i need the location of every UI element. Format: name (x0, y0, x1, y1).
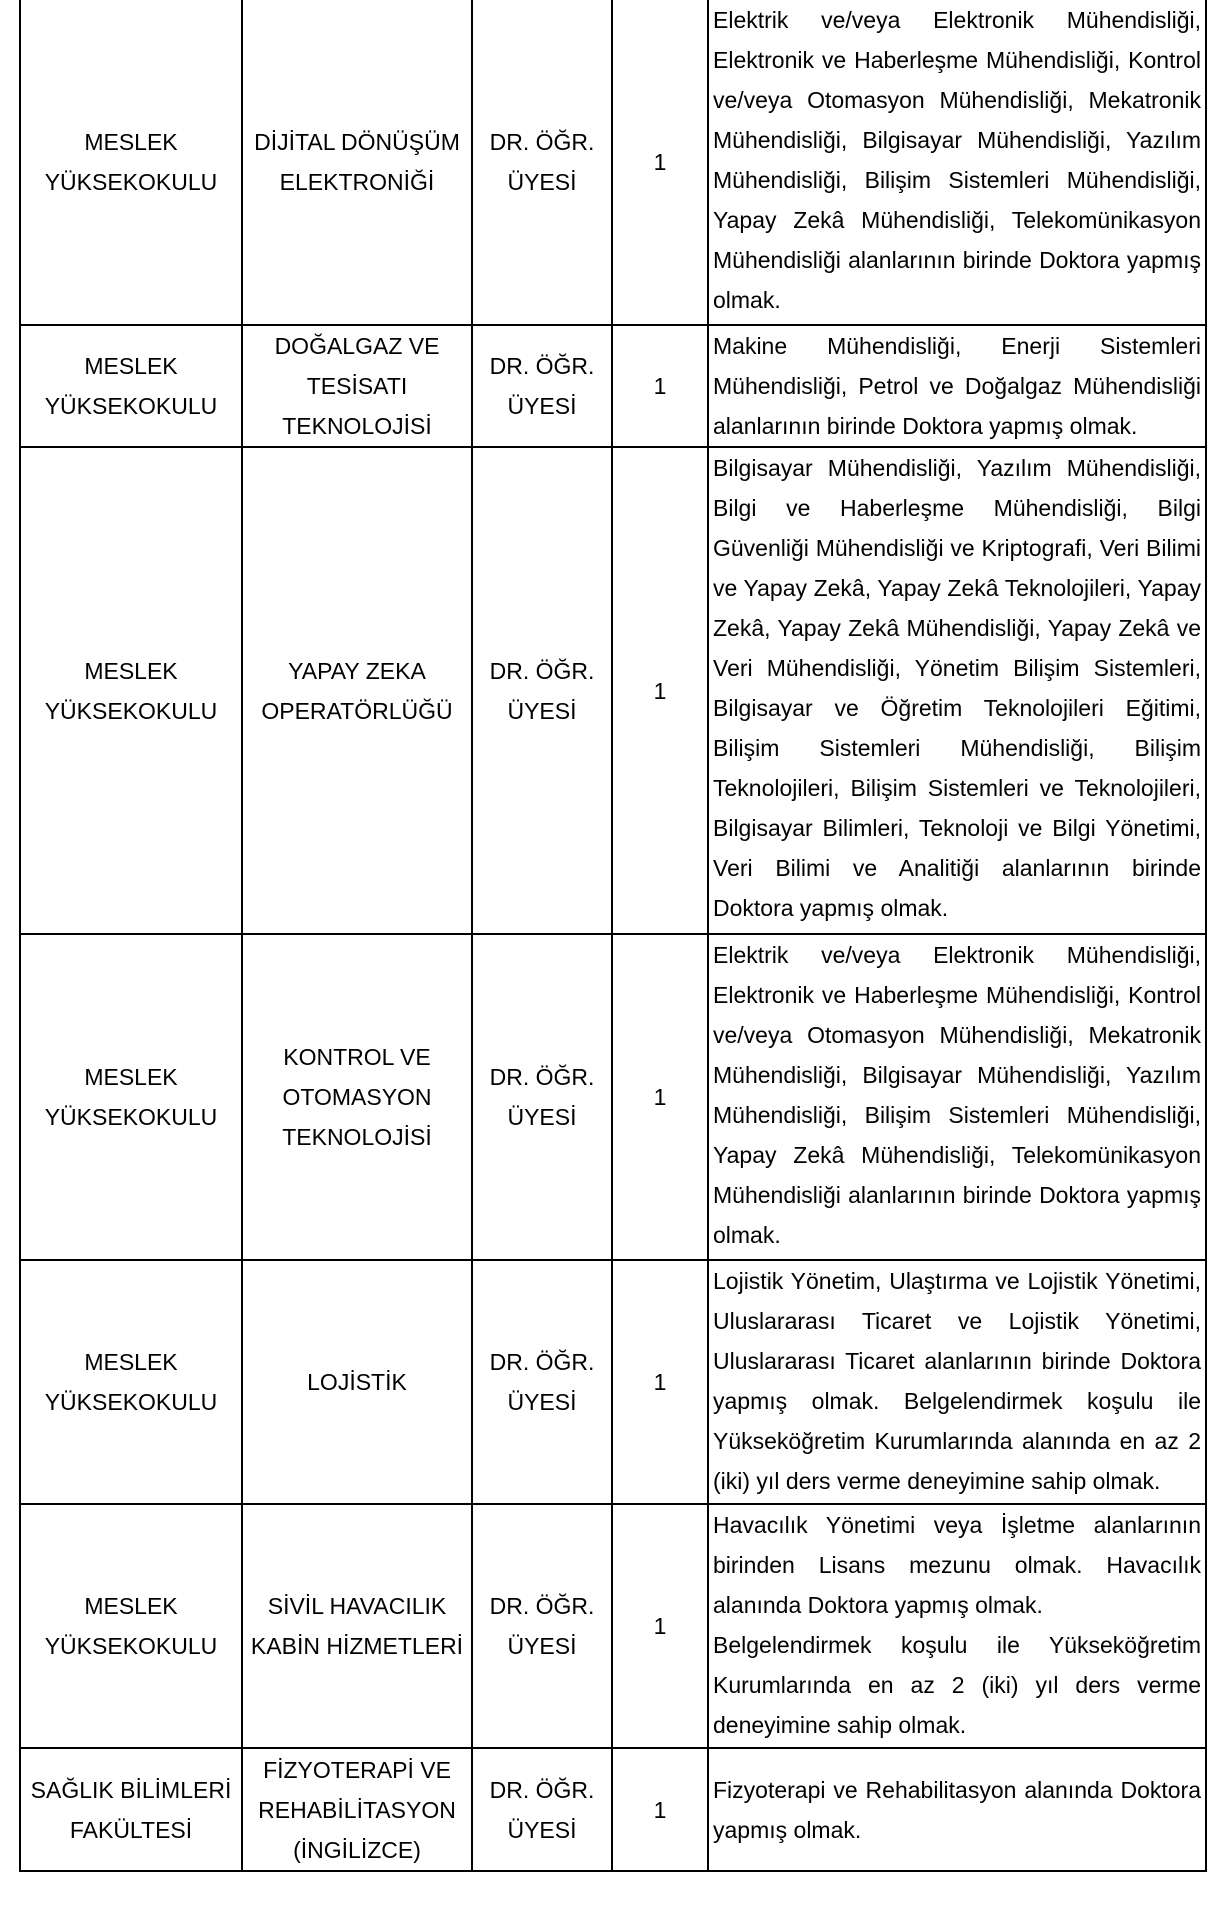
cell-unit: MESLEK YÜKSEKOKULU (20, 1260, 242, 1504)
cell-unit: MESLEK YÜKSEKOKULU (20, 0, 242, 325)
cell-unit: MESLEK YÜKSEKOKULU (20, 934, 242, 1260)
cell-count: 1 (612, 934, 708, 1260)
cell-program: LOJİSTİK (242, 1260, 472, 1504)
cell-title: DR. ÖĞR. ÜYESİ (472, 0, 612, 325)
cell-program: DOĞALGAZ VE TESİSATI TEKNOLOJİSİ (242, 325, 472, 447)
cell-program: KONTROL VE OTOMASYON TEKNOLOJİSİ (242, 934, 472, 1260)
cell-count: 1 (612, 0, 708, 325)
table-row (20, 1748, 1206, 1871)
cell-unit: MESLEK YÜKSEKOKULU (20, 447, 242, 934)
table-row (20, 447, 1206, 934)
cell-requirements: Bilgisayar Mühendisliği, Yazılım Mühendisliği, Bilgi ve Haberleşme Mühendisliği, Bilgi Güvenliği Mühendisliği ve Kriptografi, Veri Bilimi ve Yapay Zekâ, Yapay Zekâ Teknolojileri, Yapay Zekâ, Yapay Zekâ Mühendisliği, Yapay Zekâ ve Veri Mühendisliği, Yönetim Bilişim Sistemleri, Bilgisayar ve Öğretim Teknolojileri Eğitimi, Bilişim Sistemleri Mühendisliği, Bilişim Teknolojileri, Bilişim Sistemleri ve Teknolojileri, Bilgisayar Bilimleri, Teknoloji ve Bilgi Yönetimi, Veri Bilimi ve Analitiği alanlarının birinde Doktora yapmış olmak. (708, 447, 1206, 934)
cell-count: 1 (612, 1260, 708, 1504)
table-row (20, 1260, 1206, 1504)
cell-program: FİZYOTERAPİ VE REHABİLİTASYON (İNGİLİZCE) (242, 1748, 472, 1871)
cell-count: 1 (612, 1748, 708, 1871)
cell-requirements: Lojistik Yönetim, Ulaştırma ve Lojistik Yönetimi, Uluslararası Ticaret ve Lojistik Yönetimi, Uluslararası Ticaret alanlarının birinde Doktora yapmış olmak. Belgelendirmek koşulu ile Yükseköğretim Kurumlarında alanında en az 2 (iki) yıl ders verme deneyimine sahip olmak. (708, 1260, 1206, 1504)
cell-title: DR. ÖĞR. ÜYESİ (472, 1504, 612, 1748)
table-row (20, 0, 1206, 325)
cell-requirements: Fizyoterapi ve Rehabilitasyon alanında Doktora yapmış olmak. (708, 1748, 1206, 1871)
cell-program: SİVİL HAVACILIK KABİN HİZMETLERİ (242, 1504, 472, 1748)
cell-requirements: Makine Mühendisliği, Enerji Sistemleri Mühendisliği, Petrol ve Doğalgaz Mühendisliği alanlarının birinde Doktora yapmış olmak. (708, 325, 1206, 447)
cell-program: DİJİTAL DÖNÜŞÜM ELEKTRONİĞİ (242, 0, 472, 325)
cell-title: DR. ÖĞR. ÜYESİ (472, 325, 612, 447)
cell-title: DR. ÖĞR. ÜYESİ (472, 447, 612, 934)
cell-requirements: Elektrik ve/veya Elektronik Mühendisliği, Elektronik ve Haberleşme Mühendisliği, Kontrol ve/veya Otomasyon Mühendisliği, Mekatronik Mühendisliği, Bilgisayar Mühendisliği, Yazılım Mühendisliği, Bilişim Sistemleri Mühendisliği, Yapay Zekâ Mühendisliği, Telekomünikasyon Mühendisliği alanlarının birinde Doktora yapmış olmak. (708, 934, 1206, 1260)
cell-unit: SAĞLIK BİLİMLERİ FAKÜLTESİ (20, 1748, 242, 1871)
positions-table (19, 0, 1207, 1872)
staff-positions-sheet (19, 0, 1205, 1872)
cell-count: 1 (612, 325, 708, 447)
cell-count: 1 (612, 1504, 708, 1748)
cell-title: DR. ÖĞR. ÜYESİ (472, 1260, 612, 1504)
table-row (20, 1504, 1206, 1748)
cell-requirements: Elektrik ve/veya Elektronik Mühendisliği, Elektronik ve Haberleşme Mühendisliği, Kontrol ve/veya Otomasyon Mühendisliği, Mekatronik Mühendisliği, Bilgisayar Mühendisliği, Yazılım Mühendisliği, Bilişim Sistemleri Mühendisliği, Yapay Zekâ Mühendisliği, Telekomünikasyon Mühendisliği alanlarının birinde Doktora yapmış olmak. (708, 0, 1206, 325)
cell-program: YAPAY ZEKA OPERATÖRLÜĞÜ (242, 447, 472, 934)
cell-requirements: Havacılık Yönetimi veya İşletme alanlarının birinden Lisans mezunu olmak. Havacılık alanında Doktora yapmış olmak. Belgelendirmek koşulu ile Yükseköğretim Kurumlarında en az 2 (iki) yıl ders verme deneyimine sahip olmak. (708, 1504, 1206, 1748)
cell-title: DR. ÖĞR. ÜYESİ (472, 934, 612, 1260)
cell-count: 1 (612, 447, 708, 934)
table-row (20, 934, 1206, 1260)
cell-unit: MESLEK YÜKSEKOKULU (20, 325, 242, 447)
cell-title: DR. ÖĞR. ÜYESİ (472, 1748, 612, 1871)
cell-unit: MESLEK YÜKSEKOKULU (20, 1504, 242, 1748)
table-row (20, 325, 1206, 447)
